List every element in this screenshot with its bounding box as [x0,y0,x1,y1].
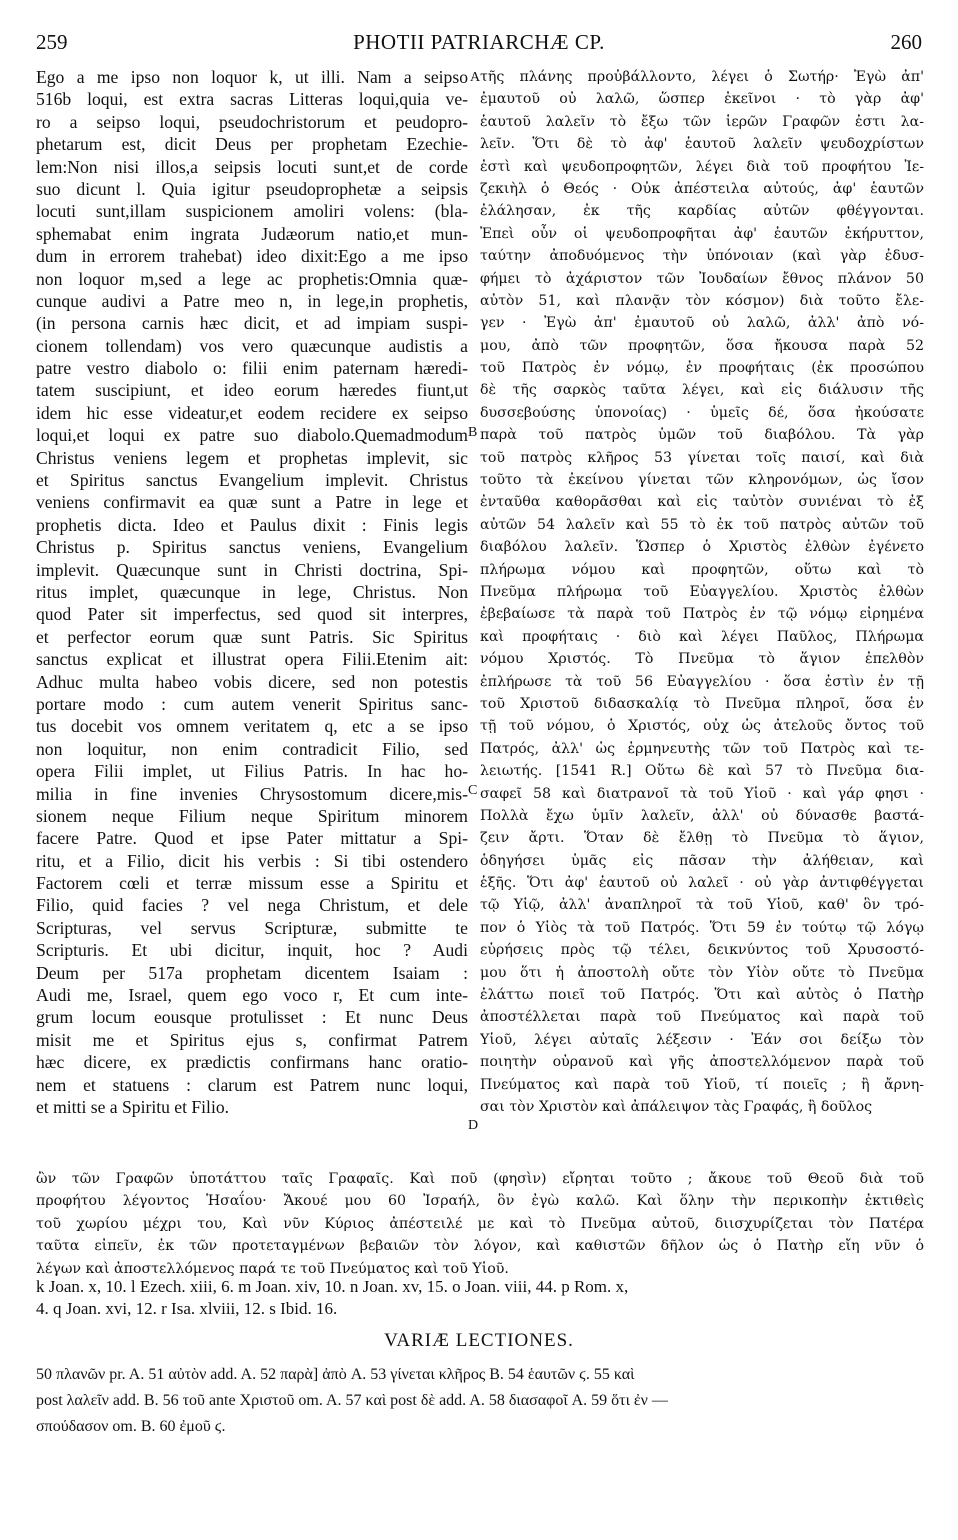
greek-text-line: σαφεῖ 58 καὶ διατρανοῖ τὰ τοῦ Υἱοῦ · καὶ γάρ φησι · [480,785,924,802]
latin-text-line: ritu, et a Filio, dicit his verbis : Si tibi ostendero [36,850,468,871]
latin-text-line: misit me et Spiritus ejus s, confirmat Patrem [36,1029,468,1050]
greek-text-line: διαβόλου λαλεῖν. Ὥσπερ ὁ Χριστὸς ἐλθὼν ἐγένετο [480,539,924,556]
page-number-right: 260 [890,30,922,54]
latin-text-line: tatem suscipiunt, et ideo eorum hæredes fiunt,ut [36,380,468,401]
varia-line: 50 πλανῶν pr. A. 51 αὐτὸν add. A. 52 παρὰ] ἀπὸ A. 53 γίνεται κλῆρος B. 54 ἑαυτῶν ϛ. 55 καὶ [36,1366,635,1383]
greek-text-line: ἀποστέλλεται παρὰ τοῦ Πνεύματος καὶ παρὰ τοῦ [480,1009,924,1026]
variae-lectiones [36,1362,924,1440]
greek-text-line: καὶ προφήταις · διὸ καὶ λέγει Παῦλος, Πλήρωμα [480,628,924,645]
margin-marker-b: B [468,425,478,440]
greek-text-line: ὁδηγήσει ὑμᾶς εἰς πᾶσαν τὴν ἀλήθειαν, καὶ [480,852,924,869]
greek-text-line: ζεκιὴλ ὁ Θεός · Οὐκ ἀπέστειλα αὐτούς, ἀφ' ἑαυτῶν [480,180,924,197]
greek-text-line: ἑαυτοῦ λαλεῖν τὸ ἔξω τῶν ἱερῶν Γραφῶν ἐστι λα- [480,113,924,130]
greek-text-line: τῇ τοῦ νόμου, ὁ Χριστός, οὐχ ὡς ἀτελοῦς ὄντος τοῦ [480,718,924,735]
greek-text-line: τοῦ πατρὸς κλῆρος 53 γίνεται τοῖς παισί, καὶ διὰ [480,449,924,466]
varia-line: post λαλεῖν add. B. 56 τοῦ ante Χριστοῦ om. A. 57 καὶ post δὲ add. A. 58 διασαφοῖ A. 59 ὅτι ἐν — [36,1392,668,1409]
greek-text-line: Ἐπεὶ οὖν οἱ ψευδοπροφῆται ἀφ' ἑαυτῶν ἐκήρυττον, [480,225,924,242]
latin-text-line: prophetis dicta. Ideo et Paulus dixit : Finis legis [36,514,468,535]
greek-full-width-text [36,1168,924,1280]
latin-text-line: tus docebit vos omnem veritatem q, etc a se ipso [36,716,468,737]
greek-text-line: ταύτην ἀποδυόμενος τὴν ὑπόνοιαν (καὶ γὰρ ἐδυσ- [480,248,924,265]
greek-text-line: Υἱοῦ, λέγει αὐταῖς λέξεσιν · Ἐάν σοι δείξω τὸν [480,1031,924,1048]
greek-text-line: ἐστὶ καὶ ψευδοπροφητῶν, λέγει διὰ τοῦ προφήτου Ἰε- [480,158,924,175]
latin-text-line: Audi me, Israel, quem ego voco r, Et cum inte- [36,985,468,1006]
latin-text-line: Christus p. Spiritus sanctus veniens, Evangelium [36,537,468,558]
greek-text-line: σαι τὸν Χριστὸν καὶ ἀπάλειψον τὰς Γραφάς, ἢ δοῦλος [480,1098,873,1115]
latin-text-line: et perfector eorum quæ sunt Patris. Sic Spiritus [36,626,468,647]
latin-text-line: milia in fine invenies Chrysostomum dicere,mis- [36,783,468,804]
latin-text-line: non loquitur, non enim contradicit Filio, sed [36,738,468,759]
latin-text-line: locuti sunt,illam suspicionem amoliri volens: (bla- [36,201,468,222]
greek-text-line: πλήρωμα νόμου καὶ προφητῶν, οὕτω καὶ τὸ [480,561,924,578]
greek-column [480,66,924,1118]
latin-text-line: Filio, quid facies ? vel nega Christum, et dele [36,895,468,916]
latin-text-line: Adhuc multa habeo vobis dicere, sed non potestis [36,671,468,692]
footnote-line: 4. q Joan. xvi, 12. r Isa. xlviii, 12. s Ibid. 16. [36,1299,338,1318]
latin-text-line: idem hic esse videatur,et eodem recidere ex seipso [36,402,468,423]
latin-column [36,66,468,1118]
greek-text-line: φήμει τὸ ἀχάριστον τῶν Ἰουδαίων ἔθνος πλάνον 50 [480,270,924,287]
latin-text-line: hæc dicere, ex prædictis confirmans hanc oratio- [36,1052,468,1073]
greek-text-line: δὲ τῆς σαρκὸς ταῦτα λέγει, καὶ εἰς διάλυσιν τῆς [480,382,924,399]
latin-text-line: suo dicunt l. Quia igitur pseudoprophetæ a seipsis [36,178,468,199]
variae-lectiones-heading: VARIÆ LECTIONES. [384,1330,574,1351]
varia-line: σπούδασον om. B. 60 ἐμοῦ ϛ. [36,1418,226,1435]
greek-text-line: λεῖν. Ὅτι δὲ τὸ ἀφ' ἑαυτοῦ λαλεῖν ψευδοχρίστων [480,136,924,153]
greek-text-line: Πνεύματος καὶ παρὰ τοῦ Υἱοῦ, τί ποιεῖς ; ἢ ἄρνη- [480,1076,924,1093]
greek-text-line: τοῦ Πατρὸς ἐν νόμῳ, ἐν προφήταις (ἐκ προσώπου [480,360,924,377]
latin-text-line: implevit. Quæcunque sunt in Christi doctrina, Spi- [36,559,468,580]
page-number-left: 259 [36,30,68,54]
margin-marker-d: D [468,1118,479,1133]
latin-text-line: lem:Non nisi illos,a seipsis locuti sunt,et de corde [36,156,468,177]
greek-text-line: ἐνταῦθα καθορᾶσθαι καὶ εἰς ταὐτὸν συνιέναι τὸ ἐξ [480,494,924,511]
latin-text-line: et Spiritus sanctus Evangelium implevit. Christus [36,470,468,491]
latin-text-line: Factorem cœli et terræ missum esse a Spiritu et [36,873,468,894]
greek-text-line: μου ὅτι ἡ ἀποστολὴ οὔτε τὸν Υἱὸν οὔτε τὸ Πνεῦμα [480,964,924,981]
greek-text-line: ποιητὴν οὐρανοῦ καὶ γῆς ἀποστελλόμενον παρὰ τοῦ [480,1054,924,1071]
greek-text-line: νόμου Χριστός. Τὸ Πνεῦμα τὸ ἅγιον ἐπελθὸν [480,651,924,668]
greek-text-line: ἐπλήρωσε τὰ τοῦ 56 Εὐαγγελίου · ὅσα ἐστὶν ἐν τῇ [480,673,924,690]
margin-marker-a: A [470,70,481,85]
latin-text-line: 516b loqui, est extra sacras Litteras loqui,quia ve- [36,89,468,110]
latin-text-line: quod Pater sit imperfectus, sed quod sit interpres, [36,604,468,625]
greek-text-line: τοῦτο τὰ ἐκείνου γίνεται τῶν κληρονόμων, ὡς ἴσον [480,472,924,489]
latin-text-line: portare modo : cum autem venerit Spiritus sanc- [36,693,468,714]
page-header [36,30,922,60]
latin-text-line: opera Filii implet, ut Filius Patris. In hac ho- [36,761,468,782]
latin-text-line: Scripturis. Et ubi dicitur, inquit, hoc ? Audi [36,940,468,961]
greek-text-line: δυσσεβούσης ὑπονοίας) · ὑμεῖς δέ, ὅσα ἠκούσατε [480,404,924,421]
latin-text-line: sphemabat enim ingrata Judæorum natio,et mun- [36,223,468,244]
latin-text-line: facere Patre. Quod et ipse Pater mittatur a Spi- [36,828,468,849]
latin-text-line: cunque audivi a Patre meo n, in lege,in prophetis, [36,290,468,311]
latin-text-line: grum locum eousque protulisset : Et nunc Deus [36,1007,468,1028]
greek-text-line: ἑξῆς. Ὅτι ἀφ' ἑαυτοῦ οὐ λαλεῖ · οὐ γὰρ ἀντιφθέγγεται [480,875,924,892]
latin-text-line: Ego a me ipso non loquor k, ut illi. Nam a seipso [36,67,468,87]
latin-text-line: ritus implet, quæcunque in lege, Christus. Non [36,581,468,602]
greek-text-line: ζειν ἄρτι. Ὅταν δὲ ἔλθῃ τὸ Πνεῦμα τὸ ἅγιον, [480,830,924,847]
greek-full-line: ταῦτα εἰπεῖν, ἐκ τῶν προτεταγμένων βεβαιῶν τὸν λόγον, καὶ καθιστῶν δῆλον ὡς ὁ Πατὴρ εἴη νῦν ὁ [36,1238,924,1255]
latin-text-line: phetarum est, dicit Deus per prophetam Ezechie- [36,134,468,155]
greek-text-line: πον ὁ Υἱὸς τὰ τοῦ Πατρός. Ὅτι 59 ἐν τούτῳ τῷ λόγῳ [480,919,924,936]
greek-text-line: μου, ἀπὸ τῶν προφητῶν, ὅσα ἤκουσα παρὰ 52 [480,337,924,354]
greek-full-line: τοῦ χωρίου μέχρι του, Καὶ νῦν Κύριος ἀπέστειλέ με καὶ τὸ Πνεῦμα αὐτοῦ, διισχυρίζεται τὸν Πατέρα [36,1215,924,1232]
latin-text-line: sionem neque Filium neque Spiritum minorem [36,805,468,826]
footnotes [36,1276,924,1320]
greek-text-line: ἐλάλησαν, ἐκ τῆς καρδίας αὐτῶν φθέγγονται. [480,203,924,220]
greek-text-line: Πολλὰ ἔχω ὑμῖν λαλεῖν, ἀλλ' οὐ δύνασθε βαστά- [480,807,924,824]
greek-text-line: ἐμαυτοῦ οὐ λαλῶ, ὥσπερ ἐκεῖνοι · τὸ γὰρ ἀφ' [480,91,924,108]
greek-full-line: προφήτου λέγοντος Ἡσαΐου· Ἄκουέ μου 60 Ἰσραήλ, ὃν ἐγὼ καλῶ. Καὶ ὅλην τὴν περικοπὴν ἐκτιθεὶς [36,1193,924,1210]
greek-text-line: τῆς πλάνης προὐβάλλοντο, λέγει ὁ Σωτήρ· Ἐγὼ ἀπ' [480,69,924,85]
latin-text-line: Scripturas, vel servus Scripturæ, submitte te [36,917,468,938]
greek-text-line: λειωτής. [1541 R.] Οὕτω δὲ καὶ 57 τὸ Πνεῦμα δια- [480,763,924,780]
latin-text-line: non loquor m,sed a lege ac prophetis:Omnia quæ- [36,268,468,289]
greek-text-line: Πατρός, ἀλλ' ὡς ἑρμηνευτὴς τῶν τοῦ Πατρὸς καὶ τε- [480,740,924,757]
footnote-line: k Joan. x, 10. l Ezech. xiii, 6. m Joan. xiv, 10. n Joan. xv, 15. o Joan. viii, 44. p Rom. x, [36,1277,629,1296]
greek-text-line: Πνεῦμα πλήρωμα τοῦ Εὐαγγελίου. Χριστὸς ἐλθὼν [480,583,924,600]
latin-text-line: ro a seipso loqui, pseudochristorum et peudopro- [36,111,468,132]
latin-text-line: veniens confirmavit ea quæ sunt a Patre in lege et [36,492,468,513]
latin-text-line: Christus veniens legem et prophetas implevit, sic [36,447,468,468]
greek-full-line: λέγων καὶ ἀποστελλόμενος παρά τε τοῦ Πνεύματος καὶ τοῦ Υἱοῦ. [36,1260,509,1277]
greek-text-line: ἐλάττω ποιεῖ τοῦ Πατρός. Ὅτι καὶ αὐτὸς ὁ Πατὴρ [480,987,924,1004]
greek-text-line: αὐτὸν 51, καὶ πλανᾷν τὸν κόσμον) διὰ τοῦτο ἔλε- [480,292,924,309]
greek-text-line: τῷ Υἱῷ, ἀλλ' ἀναπληροῖ τὰ τοῦ Υἱοῦ, καθ' ὃν τρό- [480,897,924,914]
greek-text-line: αὐτῶν 54 λαλεῖν καὶ 55 τὸ ἐκ τοῦ πατρὸς αὐτῶν τοῦ [480,516,924,533]
greek-text-line: γεν · Ἐγὼ ἀπ' ἐμαυτοῦ οὐ λαλῶ, ἀλλ' ἀπὸ νό- [480,315,924,332]
greek-text-line: ἐβεβαίωσε τὰ παρὰ τοῦ Πατρὸς ἐν τῷ νόμῳ εἰρημένα [480,606,924,623]
latin-text-line: loqui,et loqui ex patre suo diabolo.Quemadmodum [36,425,468,446]
latin-text-line: nem et statuens : clarum est Patrem nunc loqui, [36,1074,468,1095]
margin-marker-c: C [468,783,478,798]
greek-text-line: εὑρήσεις πρὸς τῷ τέλει, δεικνύντος τοῦ Χρυσοστό- [480,942,924,959]
latin-text-line: cionem tollendam) vos vero quæcunque audistis a [36,335,468,356]
greek-text-line: παρὰ τοῦ πατρὸς ὑμῶν τοῦ διαβόλου. Τὰ γὰρ [480,427,924,444]
latin-text-line: dum in errorem trahebat) ideo dixit:Ego a me ipso [36,246,468,267]
latin-text-line: et mitti se a Spiritu et Filio. [36,1096,230,1117]
greek-full-line: ὢν τῶν Γραφῶν ὑποτάττου ταῖς Γραφαῖς. Καὶ ποῦ (φησὶν) εἴρηται τοῦτο ; ἄκουε τοῦ Θεοῦ διὰ τοῦ [36,1171,924,1187]
latin-text-line: (in persona carnis hæc dicit, et ad impiam suspi- [36,313,468,334]
greek-text-line: τοῦ Χριστοῦ διδασκαλίᾳ τὸ Πνεῦμα πληροῖ, ὅσα ἐν [480,695,924,712]
latin-text-line: Deum per 517a prophetam dicentem Isaiam : [36,962,468,983]
running-title: PHOTII PATRIARCHÆ CP. [353,30,605,54]
latin-text-line: patre vestro diabolo o: filii enim paternam hæredi- [36,358,468,379]
latin-text-line: sanctus explicat et illustrat opera Filii.Etenim ait: [36,649,468,670]
